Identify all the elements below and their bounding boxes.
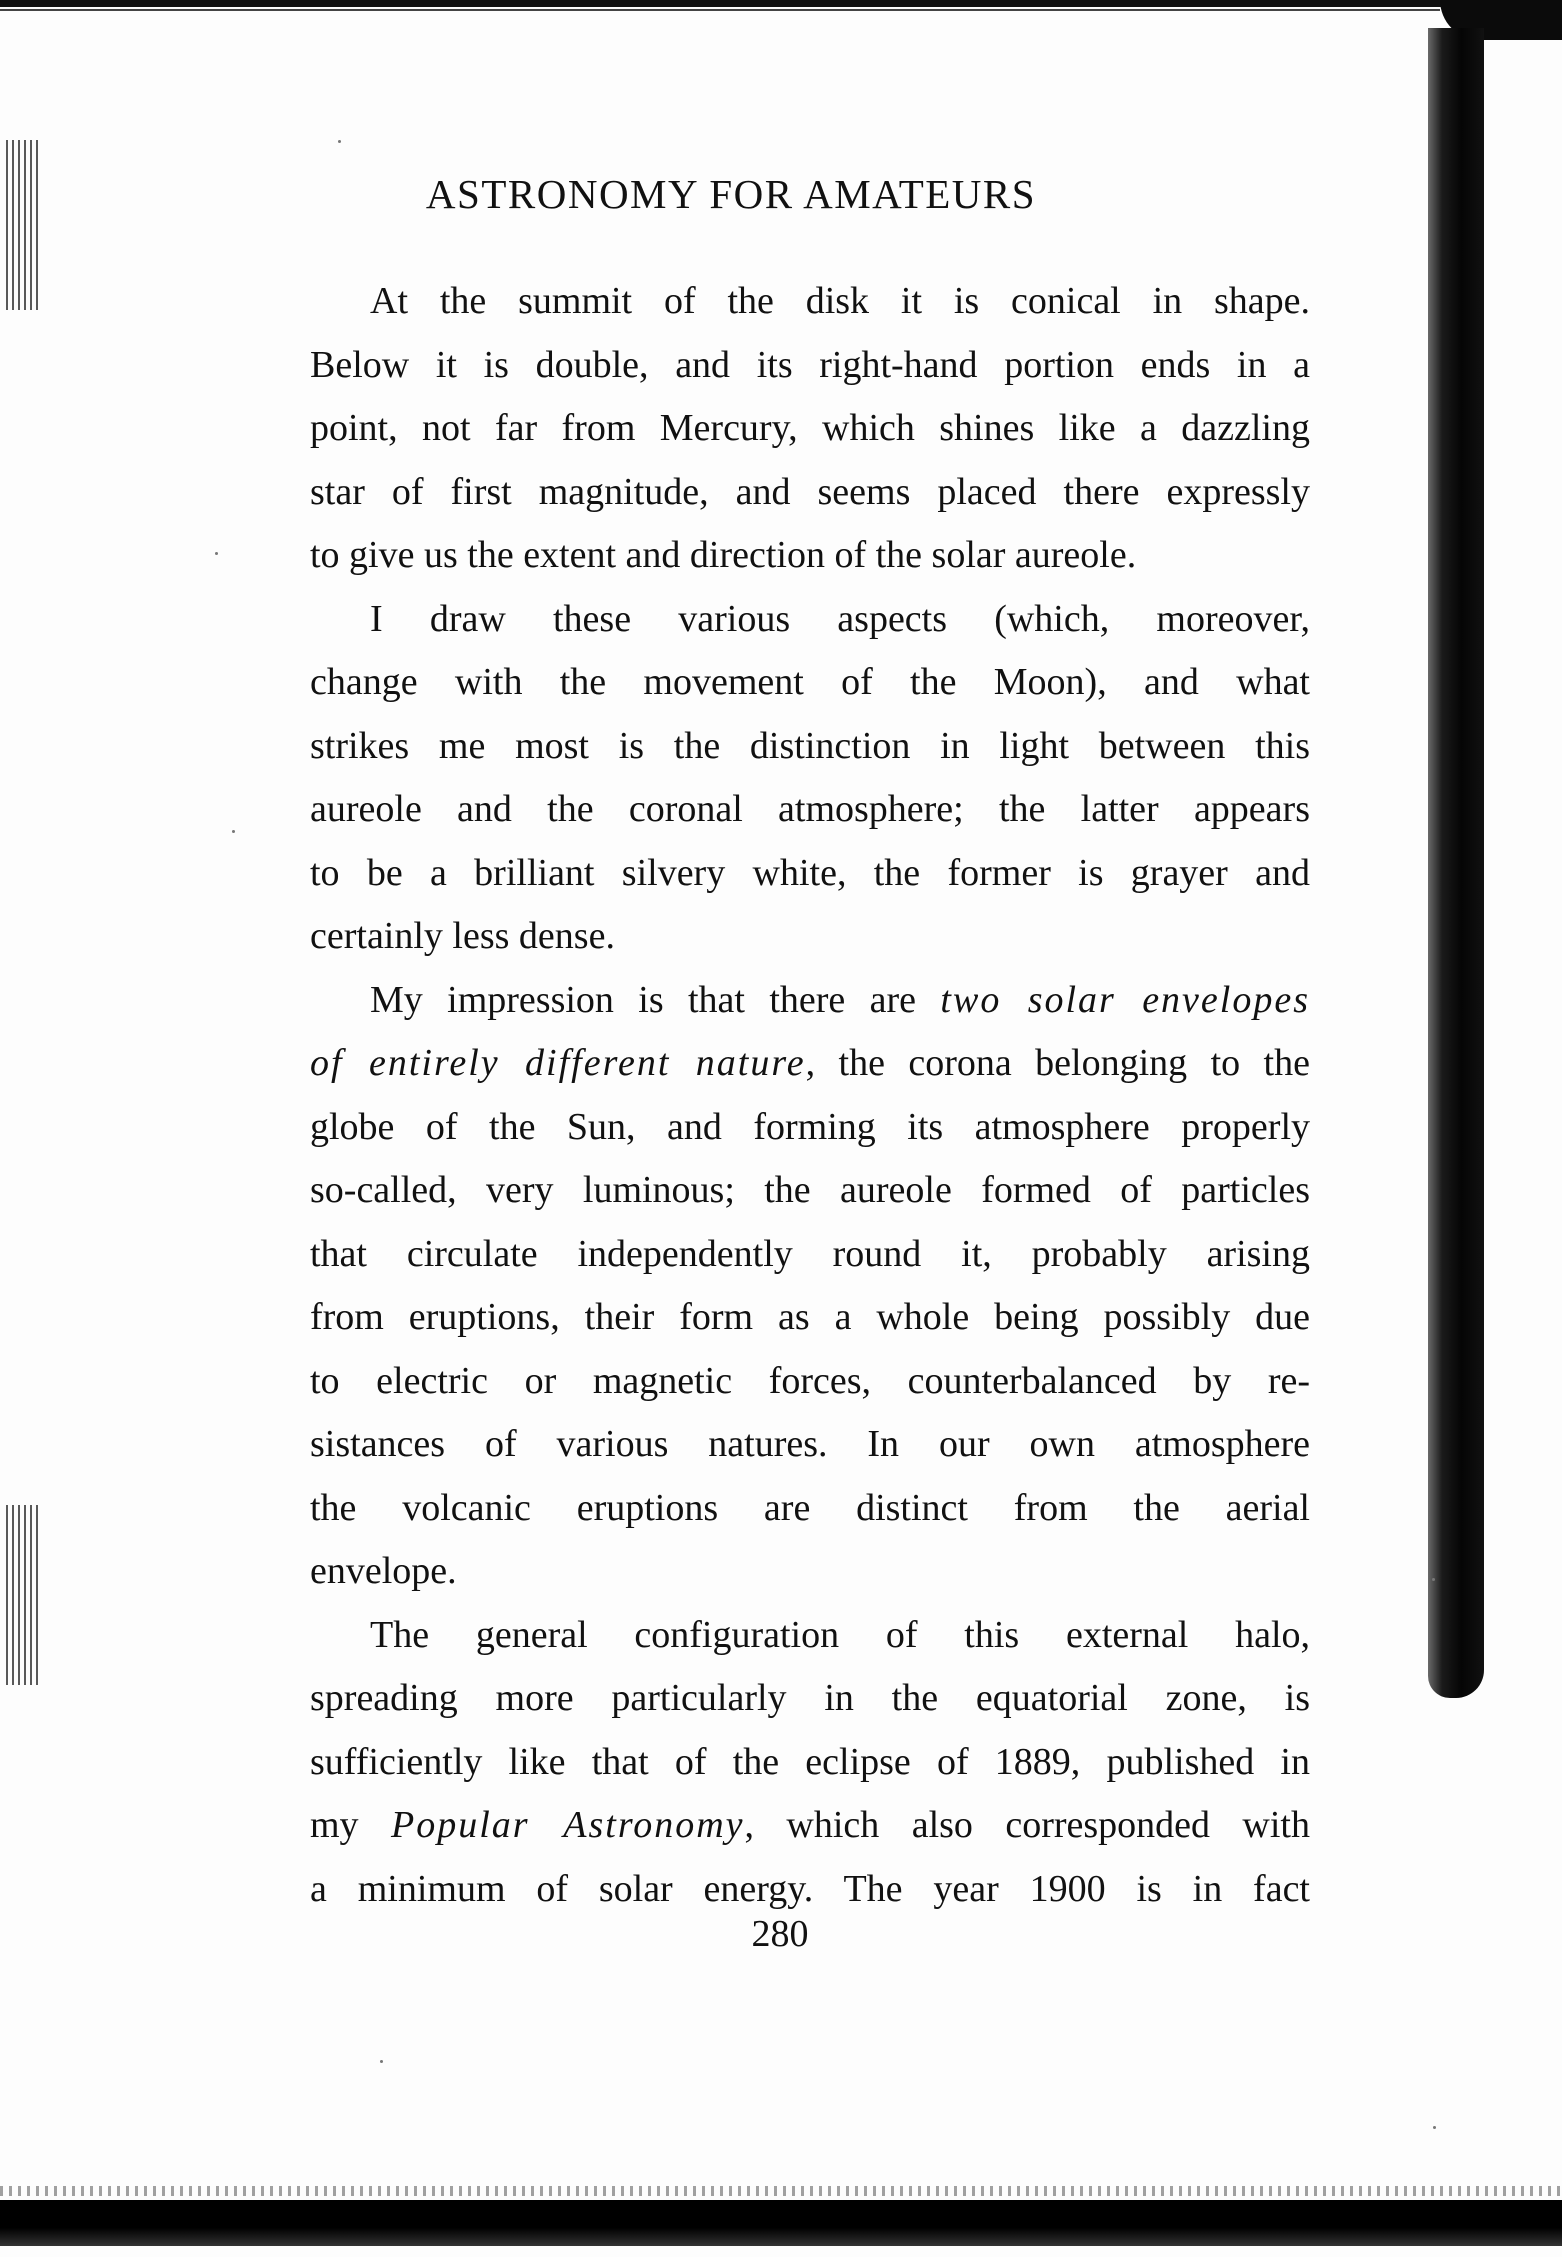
text-segment: , the corona belonging to the	[805, 1042, 1310, 1084]
scan-left-binding-marks	[6, 140, 40, 310]
scan-speck	[232, 830, 235, 833]
scan-speck	[215, 552, 218, 555]
italic-text: of entirely different nature	[310, 1042, 806, 1084]
text-segment: aureole and the coronal atmosphere; the latter appears	[310, 788, 1310, 830]
text-segment: to electric or magnetic forces, counterbalanced by re-	[310, 1359, 1310, 1402]
scan-right-gutter-shadow	[1428, 28, 1484, 1698]
text-segment: star of first magnitude, and seems placed there expressly	[310, 470, 1310, 513]
text-line	[310, 715, 1310, 779]
text-line	[310, 1794, 1310, 1858]
scan-speck	[380, 2060, 383, 2063]
body-text	[310, 270, 1310, 1921]
text-line	[310, 1159, 1310, 1223]
text-line	[310, 1096, 1310, 1160]
text-segment: My impression is that there are	[370, 978, 941, 1021]
scan-bottom-noise	[0, 2186, 1562, 2196]
scan-top-edge-thin	[0, 9, 1440, 11]
italic-text: Popular Astronomy	[390, 1804, 745, 1846]
text-line	[310, 1350, 1310, 1414]
text-line	[310, 1032, 1310, 1096]
text-segment: sistances of various natures. In our own atmosphere	[310, 1423, 1310, 1465]
text-segment: that circulate independently round it, probably arising	[310, 1232, 1310, 1275]
text-segment: The general configuration of this external halo,	[370, 1613, 1310, 1656]
text-segment: my	[310, 1804, 391, 1846]
text-line	[310, 1286, 1310, 1350]
text-line	[310, 1731, 1310, 1795]
text-segment: from eruptions, their form as a whole being possibly due	[310, 1296, 1310, 1338]
text-line	[310, 397, 1310, 461]
text-segment: to give us the extent and direction of the solar aureole.	[310, 534, 1137, 576]
text-line	[310, 461, 1310, 525]
scan-speck	[1432, 1578, 1435, 1581]
text-segment: I draw these various aspects (which, moreover,	[370, 597, 1310, 640]
scan-left-binding-marks	[6, 1505, 40, 1685]
text-line	[310, 334, 1310, 398]
page-number: 280	[751, 1913, 809, 1955]
italic-text: two solar envelopes	[940, 978, 1310, 1021]
text-line	[310, 1667, 1310, 1731]
text-line	[310, 270, 1310, 334]
scan-speck	[1433, 2126, 1436, 2129]
text-segment: change with the movement of the Moon), and what	[310, 661, 1310, 703]
text-line	[310, 1413, 1310, 1477]
text-segment: spreading more particularly in the equatorial zone, is	[310, 1677, 1310, 1719]
running-head: ASTRONOMY FOR AMATEURS	[425, 171, 1037, 217]
text-line	[310, 969, 1310, 1033]
text-segment: At the summit of the disk it is conical in shape.	[370, 280, 1310, 322]
text-segment: point, not far from Mercury, which shines like a dazzling	[310, 407, 1310, 449]
text-segment: envelope.	[310, 1550, 457, 1592]
text-segment: so-called, very luminous; the aureole formed of particles	[310, 1169, 1310, 1211]
text-segment: sufficiently like that of the eclipse of 1889, published in	[310, 1740, 1310, 1783]
text-line	[310, 1540, 1310, 1604]
text-line	[310, 778, 1310, 842]
text-line	[310, 905, 1310, 969]
text-line	[310, 842, 1310, 906]
text-segment: strikes me most is the distinction in light between this	[310, 724, 1310, 767]
text-segment: globe of the Sun, and forming its atmosphere properly	[310, 1105, 1310, 1148]
scan-speck	[338, 140, 341, 143]
text-segment: certainly less dense.	[310, 915, 615, 957]
scan-bottom-edge	[0, 2200, 1562, 2246]
text-line	[310, 651, 1310, 715]
text-segment: Below it is double, and its right-hand portion ends in a	[310, 343, 1310, 386]
text-line	[310, 1223, 1310, 1287]
text-line	[310, 1604, 1310, 1668]
text-line	[310, 1477, 1310, 1541]
text-segment: the volcanic eruptions are distinct from the aerial	[310, 1486, 1310, 1529]
scan-top-edge	[0, 0, 1500, 7]
text-line	[310, 588, 1310, 652]
text-segment: a minimum of solar energy. The year 1900 is in fact	[310, 1867, 1310, 1910]
text-segment: to be a brilliant silvery white, the former is grayer and	[310, 851, 1310, 894]
text-line	[310, 524, 1310, 588]
text-segment: , which also corresponded with	[744, 1804, 1310, 1846]
